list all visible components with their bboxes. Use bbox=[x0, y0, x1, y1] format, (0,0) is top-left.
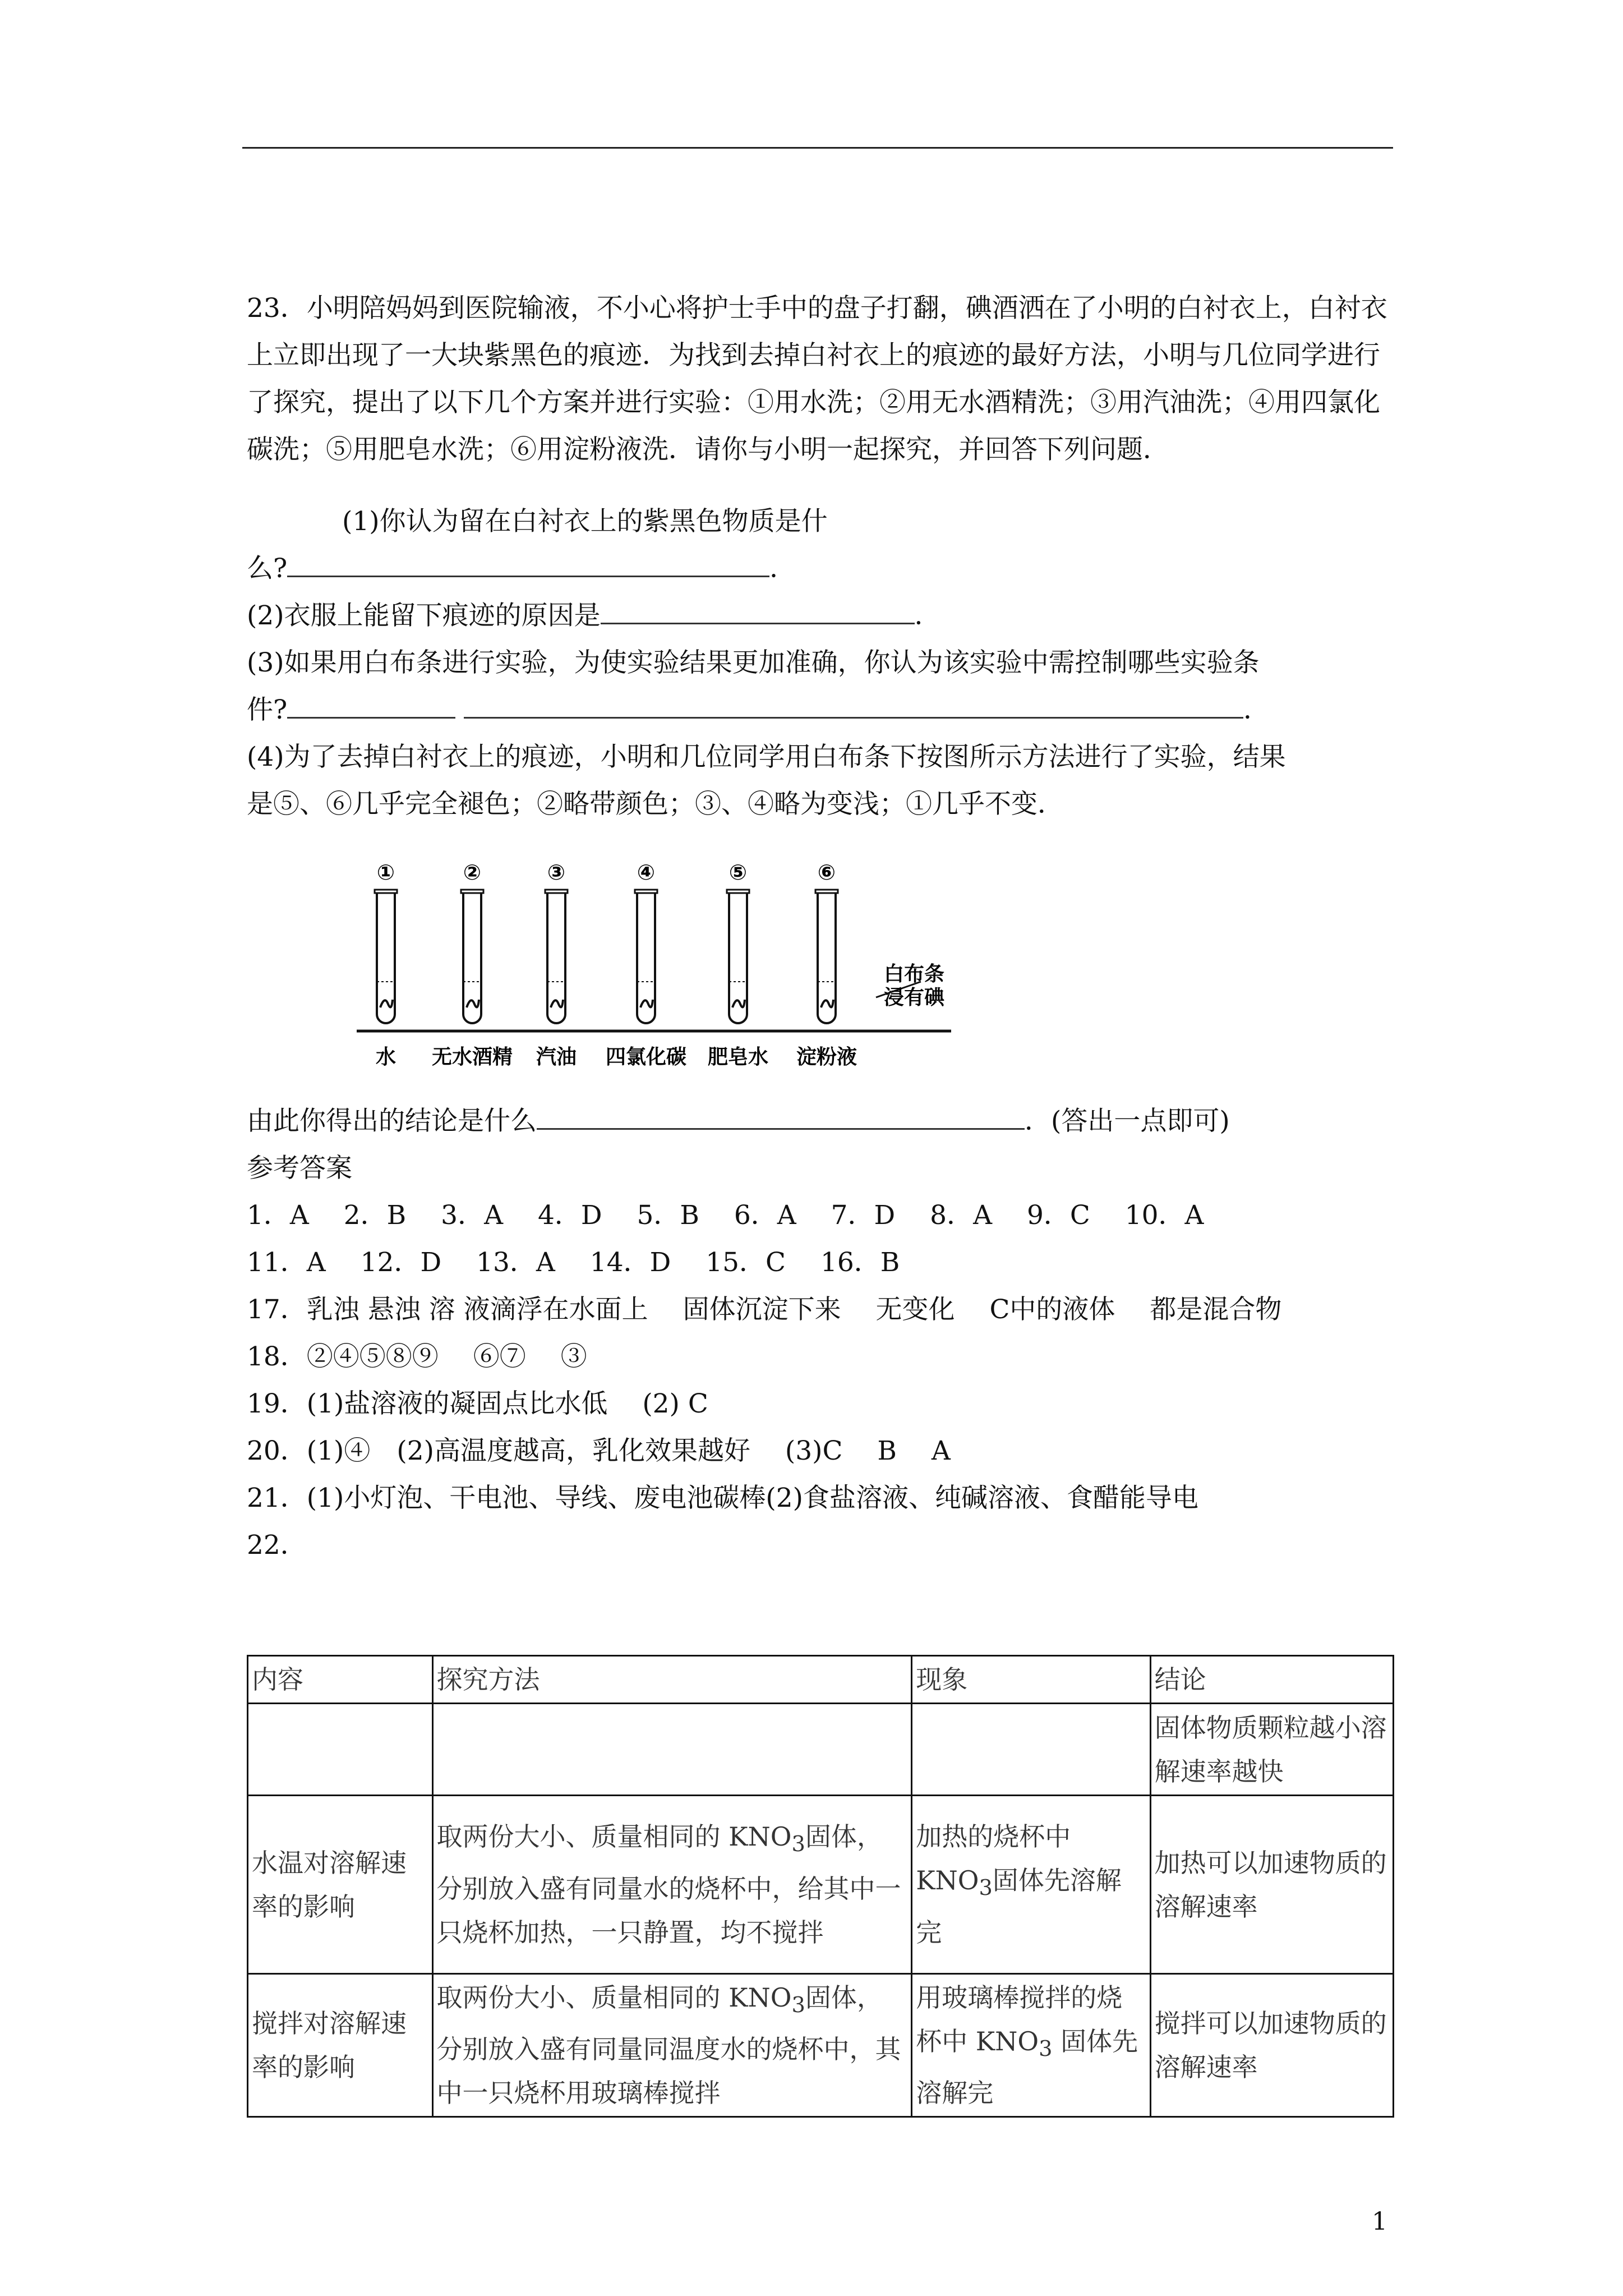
sub-question-4b: 是⑤、⑥几乎完全褪色；②略带颜色；③、④略为变浅；①几乎不变． bbox=[247, 789, 1064, 820]
sub-question-2 bbox=[247, 592, 941, 639]
method-text: 取两份大小、质量相同的 KNO bbox=[436, 1821, 792, 1852]
conclusion-blank[interactable] bbox=[537, 1102, 1025, 1130]
tube-rim bbox=[375, 890, 397, 893]
tube-number: ⑥ bbox=[817, 860, 836, 885]
sub-question-1a: (1)你认为留在白衬衣上的紫黑色物质是什 bbox=[342, 506, 828, 537]
tube-label: 无水酒精 bbox=[431, 1046, 513, 1069]
sub-question-1b-text: 么? bbox=[247, 553, 288, 584]
tube-rim bbox=[461, 890, 483, 893]
tube-label: 肥皂水 bbox=[707, 1046, 769, 1069]
cloth-strip bbox=[380, 1000, 393, 1007]
tube-number: ② bbox=[463, 860, 482, 885]
answer-blank-2[interactable] bbox=[601, 597, 915, 624]
answer-18: 18．②④⑤⑧⑨ ⑥⑦ ③ bbox=[247, 1341, 587, 1372]
annotation-cloth: 白布条 bbox=[884, 963, 945, 986]
table-cell bbox=[432, 1974, 912, 2117]
conclusion-hint: ．(答出一点即可) bbox=[1025, 1106, 1230, 1137]
tube-rim bbox=[635, 890, 657, 893]
cloth-strip bbox=[467, 1000, 479, 1007]
table-cell bbox=[912, 1704, 1150, 1796]
header-rule bbox=[242, 147, 1393, 149]
tube-number: ④ bbox=[637, 860, 656, 885]
method-text: 固体，分别放入盛有同量水的烧杯中，给其中一只烧杯加热，一只静置，均不搅拌 bbox=[436, 1821, 901, 1948]
tube-rim bbox=[815, 890, 838, 893]
tube-rim bbox=[545, 890, 568, 893]
sub-question-3b bbox=[247, 687, 1270, 734]
answer-blank-3b[interactable] bbox=[464, 691, 1243, 719]
answer-row-2: 11．A 12．D 13．A 14．D 15．C 16．B bbox=[247, 1247, 900, 1278]
table-cell bbox=[432, 1704, 912, 1796]
method-text: 取两份大小、质量相同的 KNO bbox=[436, 1982, 792, 2013]
cloth-strip bbox=[732, 1000, 745, 1007]
page-number: 1 bbox=[1372, 2207, 1387, 2236]
table-cell: 加热可以加速物质的溶解速率 bbox=[1150, 1796, 1393, 1974]
table-header-row bbox=[248, 1656, 1394, 1704]
tube-rim bbox=[727, 890, 749, 893]
sub-question-4a: (4)为了去掉白衬衣上的痕迹，小明和几位同学用白布条下按图所示方法进行了实验，结果 bbox=[247, 742, 1286, 772]
answer-table bbox=[247, 1655, 1394, 2118]
test-tube-figure bbox=[357, 857, 974, 1093]
annotation-iodine: 浸有碘 bbox=[884, 986, 945, 1009]
method-text: 固体，分别放入盛有同量同温度水的烧杯中，其中一只烧杯用玻璃棒搅拌 bbox=[436, 1982, 901, 2109]
tube-label: 汽油 bbox=[536, 1046, 577, 1069]
phenomenon-text: 固体先溶解完 bbox=[916, 2026, 1138, 2109]
answer-22: 22． bbox=[247, 1530, 307, 1561]
tube-label: 水 bbox=[375, 1046, 396, 1069]
period: ． bbox=[914, 600, 941, 631]
conclusion-question bbox=[247, 1098, 1230, 1145]
phenomenon-text: 用玻璃棒搅拌的烧杯中 KNO bbox=[916, 1982, 1123, 2056]
sub-question-2-text: (2)衣服上能留下痕迹的原因是 bbox=[247, 600, 601, 631]
cloth-strip bbox=[640, 1000, 653, 1007]
sub-question-1b bbox=[247, 545, 796, 592]
table-cell bbox=[912, 1796, 1150, 1974]
phenomenon-text: 固体先溶解完 bbox=[916, 1865, 1122, 1948]
table-cell bbox=[248, 1704, 433, 1796]
table-row bbox=[248, 1974, 1394, 2117]
answer-row-1: 1．A 2．B 3．A 4．D 5．B 6．A 7．D 8．A 9．C 10．A bbox=[247, 1200, 1204, 1231]
header-phenomenon: 现象 bbox=[912, 1656, 1150, 1704]
table-row bbox=[248, 1704, 1394, 1796]
question-number: 23． bbox=[247, 293, 307, 324]
table-cell: 搅拌可以加速物质的溶解速率 bbox=[1150, 1974, 1393, 2117]
table-cell: 固体物质颗粒越小溶解速率越快 bbox=[1150, 1704, 1393, 1796]
period: ． bbox=[769, 553, 796, 584]
answer-blank-1[interactable] bbox=[287, 550, 769, 577]
table-cell bbox=[912, 1974, 1150, 2117]
answer-blank-3a[interactable] bbox=[287, 691, 455, 719]
question-intro-text: 小明陪妈妈到医院输液，不小心将护士手中的盘子打翻，碘酒洒在了小明的白衬衣上，白衬衣上立即出现了一大块紫黑色的痕迹．为找到去掉白衬衣上的痕迹的最好方法，小明与几位同学进行了探究，提出了以下几个方案并进行实验：①用水洗；②用无水酒精洗；③用汽油洗；④用四氯化碳洗；⑤用肥皂水洗；⑥用淀粉液洗．请你与小明一起探究，并回答下列问题． bbox=[247, 293, 1387, 465]
answer-17: 17．乳浊 悬浊 溶 液滴浮在水面上 固体沉淀下来 无变化 C中的液体 都是混合物 bbox=[247, 1294, 1282, 1325]
tube-number: ③ bbox=[547, 860, 566, 885]
subscript: 3 bbox=[791, 1832, 805, 1857]
answers-heading: 参考答案 bbox=[247, 1153, 352, 1184]
conclusion-text: 由此你得出的结论是什么 bbox=[247, 1106, 537, 1137]
phenomenon-text: 加热的烧杯中KNO bbox=[916, 1821, 1071, 1896]
answer-21: 21．(1)小灯泡、干电池、导线、废电池碳棒(2)食盐溶液、纯碱溶液、食醋能导电 bbox=[247, 1483, 1198, 1513]
table-cell: 水温对溶解速率的影响 bbox=[248, 1796, 433, 1974]
subscript: 3 bbox=[791, 1993, 805, 2018]
header-conclusion: 结论 bbox=[1150, 1656, 1393, 1704]
cloth-strip bbox=[551, 1000, 563, 1007]
table-cell bbox=[432, 1796, 912, 1974]
header-content: 内容 bbox=[248, 1656, 433, 1704]
subscript: 3 bbox=[1039, 2036, 1053, 2062]
sub-question-3a: (3)如果用白布条进行实验，为使实验结果更加准确，你认为该实验中需控制哪些实验条 bbox=[247, 647, 1260, 678]
tube-label: 淀粉液 bbox=[796, 1046, 857, 1069]
table-cell: 搅拌对溶解速率的影响 bbox=[248, 1974, 433, 2117]
period: ． bbox=[1243, 694, 1270, 725]
tube-number: ① bbox=[376, 860, 395, 885]
table-row bbox=[248, 1796, 1394, 1974]
cloth-strip bbox=[821, 1000, 833, 1007]
question-23-intro bbox=[247, 285, 1396, 473]
tube-label: 四氯化碳 bbox=[605, 1046, 687, 1069]
tube-number: ⑤ bbox=[728, 860, 748, 885]
answer-19: 19．(1)盐溶液的凝固点比水低 (2) C bbox=[247, 1388, 708, 1419]
sub-question-3b-text: 件? bbox=[247, 694, 288, 725]
subscript: 3 bbox=[979, 1875, 993, 1901]
header-method: 探究方法 bbox=[432, 1656, 912, 1704]
answer-20: 20．(1)④ (2)高温度越高，乳化效果越好 (3)C B A bbox=[247, 1435, 951, 1466]
